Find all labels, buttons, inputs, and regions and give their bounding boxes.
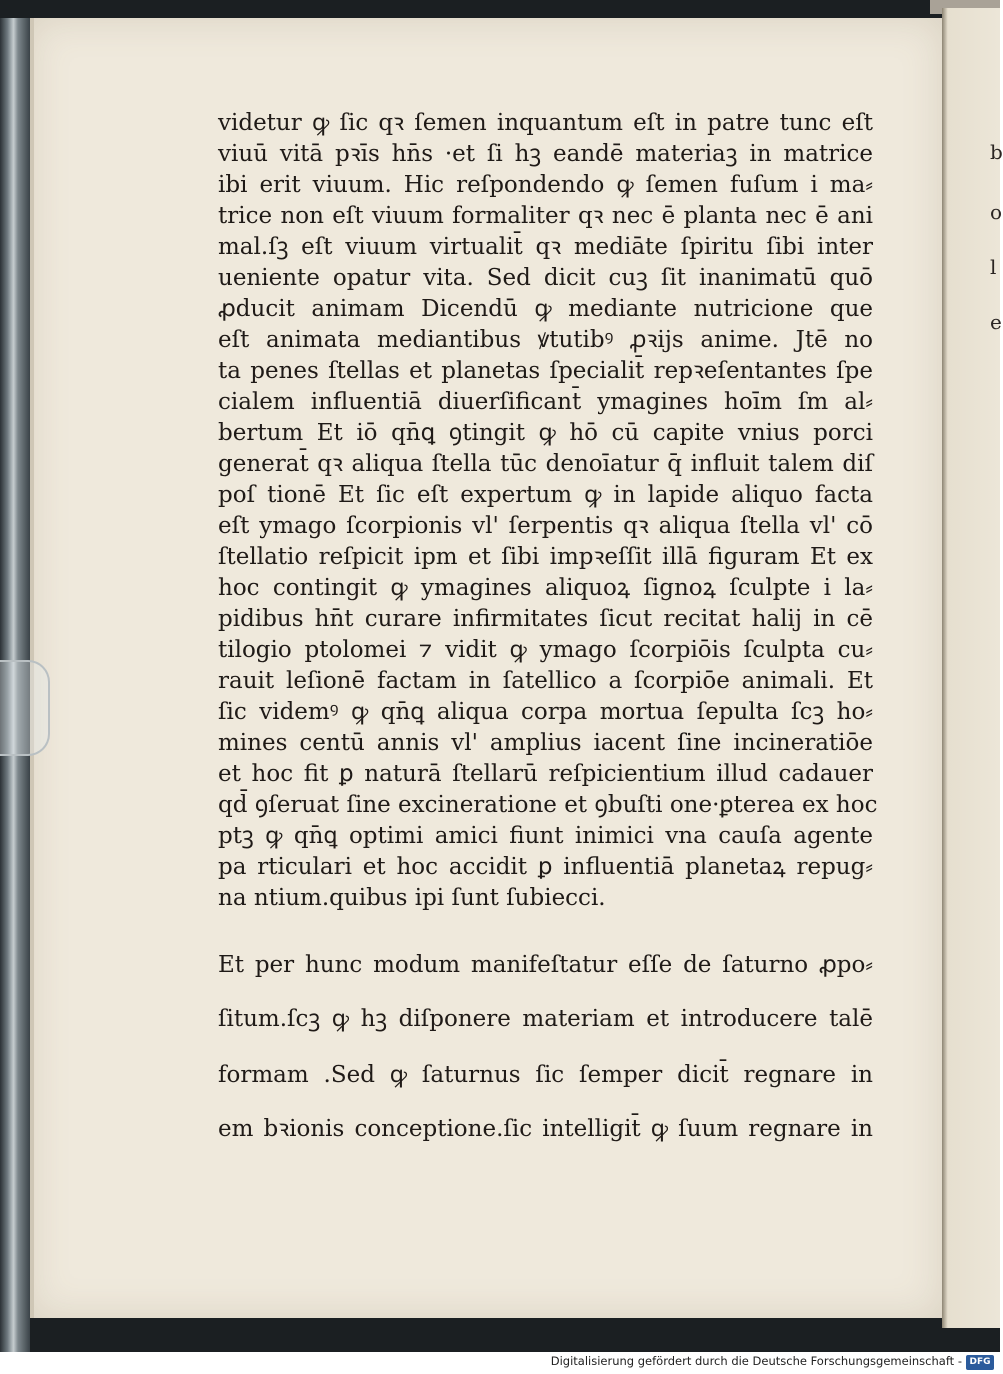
text-line: ſtellatio reſpicit ipm et ſibi impꝛeſſit illā figuram Et ex — [218, 544, 873, 570]
spaced-text-line: em bꝛionis conceptione.ſic intelligit̄ ꝙ ſuum regnare in — [218, 1116, 873, 1142]
text-line: viuū vitā pꝛīs hn̄s ·et ſi hꝫ eandē materiaꝫ in matrice — [218, 141, 873, 167]
spaced-text-line: formam .Sed ꝙ ſaturnus ſic ſemper dicit̄ regnare in — [218, 1062, 873, 1088]
funding-credit: Digitalisierung gefördert durch die Deutsche Forschungsgemeinschaft - — [550, 1354, 962, 1368]
text-line: eſt ymago ſcorpionis vl' ſerpentis qꝛ aliqua ſtella vl' cō — [218, 513, 873, 539]
spaced-text-line: ſitum.ſcꝫ ꝙ hꝫ diſponere materiam et introducere talē — [218, 1006, 873, 1032]
text-line: mal.ſꝫ eſt viuum virtualit̄ qꝛ mediāte ſpiritu ſibi inter — [218, 234, 873, 260]
text-line: ueniente opatur vita. Sed dicit cuꝫ ſit inanimatū quō — [218, 265, 873, 291]
facing-page-fragment: o — [990, 200, 1003, 224]
text-line: ta penes ſtellas et planetas ſpecialit̄ repꝛeſentantes ſpe — [218, 358, 873, 384]
text-line: pa rticulari et hoc accidit ꝑ influentiā planetaꝝ repug⸗ — [218, 854, 873, 880]
text-line: et hoc fit ꝑ naturā ſtellarū reſpicientium illud cadauer — [218, 761, 873, 787]
text-line: eſt animata mediantibus ꝟtutibꝰ ꝓꝛijs anime. Jtē no — [218, 327, 873, 353]
text-line: generat̄ qꝛ aliqua ſtella tūc denoīatur q̄ influit talem diſ — [218, 451, 873, 477]
text-line: ibi erit viuum. Hic reſpondendo ꝙ ſemen fuſum i ma⸗ — [218, 172, 873, 198]
text-line: poſ tionē Et ſic eſt expertum ꝙ in lapide aliquo facta — [218, 482, 873, 508]
text-line: qd̄ ꝯſeruat ſine excineratione et ꝯbuſti one·ꝑterea ex hoc — [218, 792, 878, 818]
text-line: na ntium.quibus ipi ſunt ſubiecci. — [218, 885, 606, 911]
facing-page-fragment: b — [990, 140, 1003, 164]
page-clip — [0, 660, 50, 756]
text-line: ſic videmꝰ ꝙ qn̄ꝗ aliqua corpa mortua ſepulta ſcꝫ ho⸗ — [218, 699, 873, 725]
dfg-logo: DFG — [966, 1355, 994, 1370]
text-line: trice non eſt viuum formaliter qꝛ nec ē planta nec ē ani — [218, 203, 873, 229]
text-line: rauit leſionē factam in ſatellico a ſcorpiōe animali. Et — [218, 668, 873, 694]
text-line: ptꝫ ꝙ qn̄ꝗ optimi amici fiunt inimici vna cauſa agente — [218, 823, 873, 849]
spaced-text-line: Et per hunc modum manifeſtatur eſſe de ſaturno ꝓpo⸗ — [218, 952, 873, 978]
text-line: tilogio ptolomei ⁊ vidit ꝙ ymago ſcorpiōis ſculpta cu⸗ — [218, 637, 873, 663]
facing-page-fragment: e — [990, 310, 1002, 334]
text-line: videtur ꝙ ſic qꝛ ſemen inquantum eſt in patre tunc eſt — [218, 110, 873, 136]
text-line: mines centū annis vl' amplius iacent ſine incineratiōe — [218, 730, 873, 756]
text-line: ꝓducit animam Dicendū ꝙ mediante nutricione que — [218, 296, 873, 322]
text-line: pidibus hn̄t curare infirmitates ſicut recitat halij in cē — [218, 606, 873, 632]
text-line: cialem influentiā diuerſificant̄ ymagines hoīm ſm al⸗ — [218, 389, 873, 415]
text-line: bertum Et iō qn̄ꝗ ꝯtingit ꝙ hō cū capite vnius porci — [218, 420, 873, 446]
facing-page-fragment: l — [990, 255, 997, 279]
text-line: hoc contingit ꝙ ymagines aliquoꝝ ſignoꝝ ſculpte i la⸗ — [218, 575, 873, 601]
